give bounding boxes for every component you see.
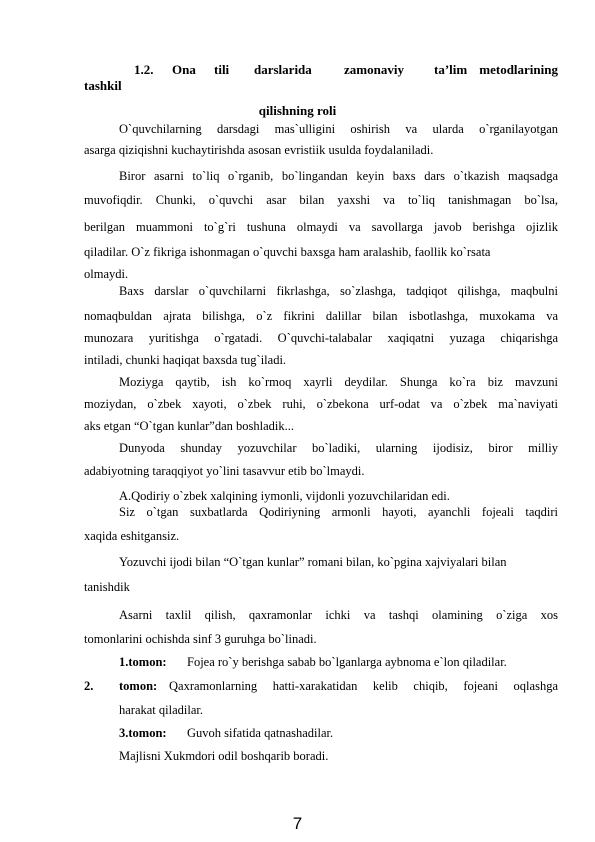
text-line: A.Qodiriy o`zbek xalqining iymonli, vijdonli yozuvchilaridan edi. (119, 489, 450, 503)
title-word: ta’lim (434, 62, 468, 77)
list-item-label: 3.tomon: (119, 726, 167, 740)
text-line: O`quvchilarning darsdagi mas`ulligini oshirish va ularda o`rganilayotgan (119, 122, 558, 136)
text-line: Asarni taxlil qilish, qaxramonlar ichki va tashqi olamining o`ziga xos (119, 608, 558, 622)
text-line: intiladi, chunki haqiqat baxsda tug`iladi. (84, 353, 287, 367)
text-line: munozara yuritishga o`rgatadi. O`quvchi-talabalar xaqiqatni yuzaga chiqarishga (84, 331, 558, 345)
list-item-text: Fojea ro`y berishga sabab bo`lganlarga aybnoma e`lon qiladilar. (187, 655, 507, 669)
text-line: asarga qiziqishni kuchaytirishda asosan evristiik usulda foydalaniladi. (84, 143, 434, 157)
title-word: Ona (172, 62, 196, 77)
text-line: adabiyotning taraqqiyot yo`lini tasavvur etib bo`lmaydi. (84, 464, 365, 478)
section-title-line2: tashkil (84, 78, 122, 93)
text-line: qiladilar. O`z fikriga ishonmagan o`quvchi baxsga ham aralashib, faollik ko`rsata (84, 245, 491, 259)
text-line: muvofiqdir. Chunki, o`quvchi asar bilan yaxshi va to`liq tanishmagan bo`lsa, (84, 193, 558, 207)
text-line: nomaqbuldan ajrata bilishga, o`z fikrini dalillar bilan isbotlashga, muxokama va (84, 309, 558, 323)
text-line: berilgan muammoni to`g`ri tushuna olmaydi va savollarga javob berishga ojizlik (84, 220, 558, 234)
title-word: zamonaviy (344, 62, 404, 77)
list-item (119, 726, 558, 741)
page-number: 7 (292, 814, 303, 833)
text-line: Yozuvchi ijodi bilan “O`tgan kunlar” romani bilan, ko`pgina xajviyalari bilan (119, 555, 507, 569)
text-line: aks etgan “O`tgan kunlar”dan boshladik... (84, 419, 295, 433)
text-line: Moziyga qaytib, ish ko`rmoq xayrli deydilar. Shunga ko`ra biz mavzuni (119, 375, 558, 389)
text-line: moziydan, o`zbek xayoti, o`zbek ruhi, o`zbekona urf-odat va o`zbek ma`naviyati (84, 397, 558, 411)
text-line: Biror asarni to`liq o`rganib, bo`lingandan keyin baxs dars o`tkazish maqsadga (119, 169, 558, 183)
text-line: tomonlarini ochishda sinf 3 guruhga bo`linadi. (84, 632, 317, 646)
text-line: Dunyoda shunday yozuvchilar bo`ladiki, ularning ijodisiz, biror milliy (119, 441, 558, 455)
text-line: Majlisni Xukmdori odil boshqarib boradi. (119, 749, 329, 763)
list-item-label: 1.tomon: (119, 655, 167, 669)
title-word: darslarida (254, 62, 312, 77)
section-number: 1.2. (134, 62, 154, 77)
section-title-line3: qilishning roli (258, 103, 337, 118)
text-line: Baxs darslar o`quvchilarni fikrlashga, so`zlashga, tadqiqot qilishga, maqbulni (119, 284, 558, 298)
text-line: tanishdik (84, 580, 130, 594)
text-line: olmaydi. (84, 267, 129, 281)
list-item-number: 2. (84, 679, 94, 693)
title-word: tili (214, 62, 230, 77)
list-item (119, 655, 558, 670)
title-word: metodlarining (479, 62, 558, 77)
list-item-text: Guvoh sifatida qatnashadilar. (187, 726, 334, 740)
list-item-label: tomon: (119, 679, 158, 693)
text-line: Siz o`tgan suxbatlarda Qodiriyning armonli hayoti, ayanchli fojeali taqdiri (119, 505, 558, 519)
list-item-text: Qaxramonlarning hatti-xarakatidan kelib chiqib, fojeani oqlashga (169, 679, 558, 693)
text-line: xaqida eshitgansiz. (84, 529, 180, 543)
text-line: harakat qiladilar. (119, 703, 203, 717)
